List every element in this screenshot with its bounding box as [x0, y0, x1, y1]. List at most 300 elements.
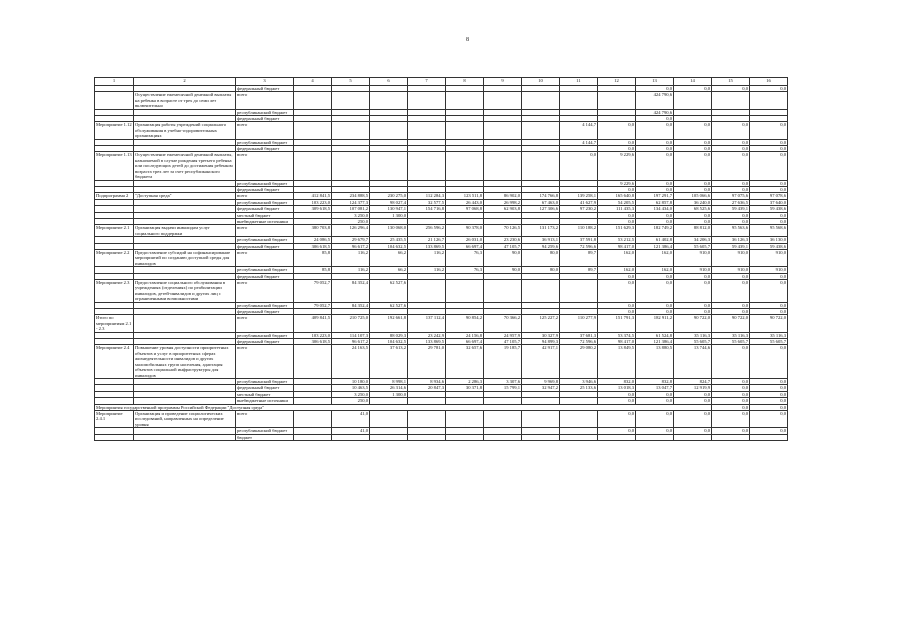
- value-cell: 116,2: [408, 249, 446, 266]
- value-cell: 0,0: [750, 139, 788, 145]
- value-cell: 0,0: [712, 186, 750, 192]
- funding-source-cell: федеральный бюджет: [236, 186, 294, 192]
- page-number: 8: [466, 37, 469, 43]
- value-cell: 0,0: [674, 309, 712, 315]
- value-cell: 41,0: [332, 428, 370, 434]
- value-cell: 174 766,8: [522, 193, 560, 199]
- value-cell: 96 617,2: [332, 339, 370, 345]
- value-cell: 0,0: [674, 398, 712, 404]
- value-cell: 13 018,3: [598, 385, 636, 391]
- value-cell: 0,0: [712, 212, 750, 218]
- column-header: 13: [636, 78, 674, 86]
- funding-source-cell: всего: [236, 92, 294, 109]
- value-cell: 0,0: [750, 212, 788, 218]
- item-code-cell: Мероприятие 2.1: [95, 225, 134, 237]
- value-cell: 0,0: [750, 152, 788, 180]
- value-cell: 47 105,7: [484, 339, 522, 345]
- value-cell: 30 327,9: [522, 332, 560, 338]
- value-cell: 130 068,0: [370, 225, 408, 237]
- funding-source-cell: всего: [236, 225, 294, 237]
- table-row: [95, 152, 788, 180]
- value-cell: 13 880,5: [636, 345, 674, 378]
- value-cell: [446, 410, 484, 427]
- value-cell: 0,0: [636, 309, 674, 315]
- value-cell: 127 306,6: [522, 206, 560, 212]
- value-cell: 151 629,3: [598, 225, 636, 237]
- value-cell: 182 749,2: [636, 225, 674, 237]
- value-cell: 26 314,6: [370, 385, 408, 391]
- value-cell: 0,0: [750, 428, 788, 434]
- value-cell: 0,0: [598, 146, 636, 152]
- value-cell: [294, 410, 332, 427]
- value-cell: [446, 434, 484, 440]
- funding-source-cell: республиканский бюджет: [236, 180, 294, 186]
- value-cell: 66,2: [370, 249, 408, 266]
- value-cell: 0,0: [674, 186, 712, 192]
- value-cell: 409 841,5: [294, 315, 332, 332]
- table-row: [95, 345, 788, 378]
- value-cell: 32 577,5: [408, 199, 446, 205]
- value-cell: 0,0: [636, 122, 674, 139]
- value-cell: 85,8: [294, 249, 332, 266]
- item-code-cell: Подпрограмма 2: [95, 193, 134, 199]
- value-cell: 0,0: [712, 273, 750, 279]
- table-row: [95, 315, 788, 332]
- value-cell: 98 417,0: [598, 243, 636, 249]
- value-cell: 0,0: [750, 280, 788, 303]
- value-cell: 0,0: [674, 280, 712, 303]
- value-cell: 3 250,0: [332, 391, 370, 397]
- value-cell: 70 126,5: [484, 225, 522, 237]
- value-cell: [560, 92, 598, 109]
- value-cell: [674, 92, 712, 109]
- value-cell: 0,0: [636, 410, 674, 427]
- value-cell: 112 284,3: [408, 193, 446, 199]
- value-cell: 0,0: [598, 302, 636, 308]
- value-cell: 0,0: [750, 180, 788, 186]
- value-cell: 62 527,6: [370, 280, 408, 303]
- value-cell: [294, 152, 332, 180]
- value-cell: 79 052,7: [294, 302, 332, 308]
- column-header: 3: [236, 78, 294, 86]
- value-cell: 0,0: [712, 122, 750, 139]
- column-header: 4: [294, 78, 332, 86]
- value-cell: 424 790,6: [636, 109, 674, 115]
- funding-source-cell: внебюджетные источники: [236, 218, 294, 224]
- funding-source-cell: федеральный бюджет: [236, 86, 294, 92]
- value-cell: 15 799,1: [484, 385, 522, 391]
- value-cell: 35 116,3: [674, 332, 712, 338]
- value-cell: 21 126,7: [408, 237, 446, 243]
- value-cell: 41,0: [332, 410, 370, 427]
- column-header: 9: [484, 78, 522, 86]
- budget-table: [94, 77, 788, 441]
- value-cell: [446, 122, 484, 139]
- funding-source-cell: всего: [236, 249, 294, 266]
- funding-source-cell: республиканский бюджет: [236, 199, 294, 205]
- value-cell: 23 242,9: [408, 332, 446, 338]
- item-code-cell: Мероприятие 2.4: [95, 345, 134, 378]
- value-cell: 55 605,7: [674, 339, 712, 345]
- value-cell: 85,8: [294, 267, 332, 273]
- value-cell: 79 052,7: [294, 280, 332, 303]
- value-cell: 121 386,4: [636, 243, 674, 249]
- value-cell: 137 112,4: [408, 315, 446, 332]
- value-cell: 88 812,0: [674, 225, 712, 237]
- item-name-cell: "Доступная среда": [134, 193, 236, 199]
- value-cell: 910,0: [674, 249, 712, 266]
- column-header: 11: [560, 78, 598, 86]
- value-cell: 0,0: [712, 146, 750, 152]
- value-cell: [332, 152, 370, 180]
- value-cell: 0,0: [674, 86, 712, 92]
- value-cell: 84 352,4: [332, 280, 370, 303]
- value-cell: 25 133,6: [560, 385, 598, 391]
- value-cell: 26 443,0: [446, 199, 484, 205]
- value-cell: 95 568,6: [750, 225, 788, 237]
- value-cell: 59 439,1: [712, 243, 750, 249]
- value-cell: 380 703,8: [294, 225, 332, 237]
- value-cell: 9 229,6: [598, 180, 636, 186]
- value-cell: 0,0: [636, 280, 674, 303]
- value-cell: 3 307,6: [484, 378, 522, 384]
- item-name-cell: Организация и проведение социологических исследований, направленных на определение уровня: [134, 410, 236, 427]
- value-cell: [408, 152, 446, 180]
- value-cell: 26 031,0: [446, 237, 484, 243]
- funding-source-cell: всего: [236, 345, 294, 378]
- value-cell: 103 223,0: [294, 199, 332, 205]
- value-cell: 131 173,2: [522, 225, 560, 237]
- value-cell: 0,0: [636, 391, 674, 397]
- value-cell: 0,0: [674, 302, 712, 308]
- value-cell: 0,0: [636, 212, 674, 218]
- value-cell: 67 463,0: [522, 199, 560, 205]
- value-cell: 0,0: [598, 428, 636, 434]
- value-cell: 59 438,6: [750, 206, 788, 212]
- value-cell: 103 223,0: [294, 332, 332, 338]
- funding-source-cell: федеральный бюджет: [236, 243, 294, 249]
- value-cell: 4 144,7: [560, 139, 598, 145]
- value-cell: 0,0: [750, 404, 788, 410]
- value-cell: 0,0: [636, 398, 674, 404]
- value-cell: 0,0: [712, 378, 750, 384]
- value-cell: 110 277,9: [560, 315, 598, 332]
- value-cell: 0,0: [712, 218, 750, 224]
- value-cell: [294, 122, 332, 139]
- funding-source-cell: республиканский бюджет: [236, 378, 294, 384]
- value-cell: 412 841,5: [294, 193, 332, 199]
- value-cell: [522, 122, 560, 139]
- value-cell: [446, 280, 484, 303]
- funding-source-cell: республиканский бюджет: [236, 109, 294, 115]
- value-cell: 9 229,6: [598, 152, 636, 180]
- value-cell: 1 300,0: [370, 212, 408, 218]
- value-cell: 832,8: [636, 378, 674, 384]
- value-cell: 2 286,3: [446, 378, 484, 384]
- header-row: [95, 78, 788, 86]
- value-cell: [484, 122, 522, 139]
- value-cell: 0,0: [712, 302, 750, 308]
- value-cell: 162,0: [598, 267, 636, 273]
- value-cell: 0,0: [712, 404, 750, 410]
- value-cell: 36 126,3: [712, 237, 750, 243]
- value-cell: 0,0: [598, 218, 636, 224]
- value-cell: 80,0: [522, 249, 560, 266]
- funding-source-cell: республиканский бюджет: [236, 139, 294, 145]
- value-cell: 162,0: [636, 267, 674, 273]
- value-cell: 66 697,4: [446, 243, 484, 249]
- value-cell: [294, 92, 332, 109]
- value-cell: 36 130,0: [750, 237, 788, 243]
- value-cell: 154 716,8: [408, 206, 446, 212]
- value-cell: 116,2: [408, 267, 446, 273]
- value-cell: [408, 280, 446, 303]
- column-header: 6: [370, 78, 408, 86]
- value-cell: 0,0: [674, 218, 712, 224]
- value-cell: 62 903,8: [484, 206, 522, 212]
- value-cell: 0,0: [712, 86, 750, 92]
- value-cell: 0,0: [674, 146, 712, 152]
- value-cell: 0,0: [636, 152, 674, 180]
- value-cell: 76,3: [446, 249, 484, 266]
- value-cell: 37 613,2: [370, 345, 408, 378]
- value-cell: 133 869,5: [408, 243, 446, 249]
- funding-source-cell: федеральный бюджет: [236, 385, 294, 391]
- table-row: [95, 410, 788, 427]
- value-cell: 125 227,2: [522, 315, 560, 332]
- value-cell: [560, 434, 598, 440]
- funding-source-cell: федеральный бюджет: [236, 116, 294, 122]
- value-cell: [484, 92, 522, 109]
- funding-source-cell: всего: [236, 193, 294, 199]
- value-cell: 306 618,5: [294, 339, 332, 345]
- value-cell: 0,0: [674, 180, 712, 186]
- value-cell: 68 525,6: [674, 206, 712, 212]
- value-cell: 90 722,0: [674, 315, 712, 332]
- value-cell: 0,0: [598, 186, 636, 192]
- value-cell: 165 640,8: [598, 193, 636, 199]
- value-cell: 90,0: [484, 249, 522, 266]
- value-cell: [560, 410, 598, 427]
- value-cell: [408, 434, 446, 440]
- value-cell: 114 107,3: [332, 332, 370, 338]
- item-name-cell: Осуществление ежемесячной денежной выплаты, назначаемой в случае рождения третьего ребенка или последующих детей до достижения ребенком возраста трех лет за счет республиканского бюджета: [134, 152, 236, 180]
- value-cell: 0,0: [636, 86, 674, 92]
- value-cell: 0,0: [636, 218, 674, 224]
- value-cell: 126 296,4: [332, 225, 370, 237]
- value-cell: 53 374,5: [598, 332, 636, 338]
- value-cell: 66 697,4: [446, 339, 484, 345]
- column-header: 5: [332, 78, 370, 86]
- value-cell: 27 636,5: [712, 199, 750, 205]
- item-name-cell: Предоставление субсидий на софинансирование мероприятий по созданию доступной среды для инвалидов: [134, 249, 236, 266]
- value-cell: [370, 410, 408, 427]
- value-cell: 29 679,7: [332, 237, 370, 243]
- value-cell: 55 605,7: [674, 243, 712, 249]
- value-cell: [370, 434, 408, 440]
- value-cell: 424 790,6: [636, 92, 674, 109]
- value-cell: [712, 92, 750, 109]
- value-cell: 0,0: [674, 428, 712, 434]
- value-cell: 0,0: [560, 152, 598, 180]
- value-cell: 0,0: [712, 428, 750, 434]
- value-cell: 97 075,6: [712, 193, 750, 199]
- value-cell: 30 371,8: [446, 385, 484, 391]
- value-cell: 47 105,7: [484, 243, 522, 249]
- value-cell: 0,0: [598, 122, 636, 139]
- value-cell: 210 725,0: [332, 315, 370, 332]
- funding-source-cell: федеральный бюджет: [236, 309, 294, 315]
- item-name-cell: [134, 315, 236, 332]
- value-cell: 107 081,2: [332, 206, 370, 212]
- value-cell: [560, 280, 598, 303]
- value-cell: 72 596,6: [560, 339, 598, 345]
- value-cell: [332, 92, 370, 109]
- item-code-cell: Мероприятие 1.13: [95, 152, 134, 180]
- value-cell: 72 596,6: [560, 243, 598, 249]
- value-cell: 910,0: [712, 249, 750, 266]
- value-cell: 90 722,0: [712, 315, 750, 332]
- value-cell: [484, 434, 522, 440]
- value-cell: 84 352,4: [332, 302, 370, 308]
- value-cell: 250,0: [332, 398, 370, 404]
- value-cell: [522, 434, 560, 440]
- item-code-cell: [95, 92, 134, 109]
- value-cell: 62 527,6: [370, 302, 408, 308]
- value-cell: 230 275,0: [370, 193, 408, 199]
- value-cell: 59 439,1: [712, 206, 750, 212]
- value-cell: [408, 92, 446, 109]
- value-cell: 37 591,8: [560, 237, 598, 243]
- value-cell: 139 258,1: [560, 193, 598, 199]
- item-code-cell: Мероприятие 2.2: [95, 249, 134, 266]
- table-row: [95, 225, 788, 237]
- value-cell: 0,0: [674, 212, 712, 218]
- value-cell: 9 969,8: [522, 378, 560, 384]
- value-cell: 35 116,3: [712, 332, 750, 338]
- column-header: 10: [522, 78, 560, 86]
- value-cell: 0,0: [712, 152, 750, 180]
- value-cell: 0,0: [712, 139, 750, 145]
- table-row: [95, 92, 788, 109]
- value-cell: 910,0: [674, 267, 712, 273]
- item-code-cell: Мероприятие 2.3: [95, 280, 134, 303]
- value-cell: 910,0: [750, 267, 788, 273]
- table-row: [95, 122, 788, 139]
- value-cell: 0,0: [674, 122, 712, 139]
- value-cell: 76,3: [446, 267, 484, 273]
- value-cell: 110 188,2: [560, 225, 598, 237]
- item-code-cell: Мероприятие 1.12: [95, 122, 134, 139]
- item-name-cell: Осуществление ежемесячной денежной выплаты на ребенка в возрасте от трех до семи лет включительно: [134, 92, 236, 109]
- value-cell: 182 911,2: [636, 315, 674, 332]
- value-cell: [332, 122, 370, 139]
- value-cell: 36 240,0: [674, 199, 712, 205]
- value-cell: 8 934,6: [408, 378, 446, 384]
- value-cell: 0,0: [750, 122, 788, 139]
- value-cell: 0,0: [636, 273, 674, 279]
- section-caption: Мероприятия государственной программы Российской Федерации "Доступная среда": [95, 404, 712, 410]
- value-cell: 24 163,5: [332, 345, 370, 378]
- value-cell: 0,0: [750, 410, 788, 427]
- value-cell: 0,0: [712, 345, 750, 378]
- value-cell: [484, 410, 522, 427]
- value-cell: 54 205,5: [598, 199, 636, 205]
- value-cell: 24 957,9: [484, 332, 522, 338]
- value-cell: [598, 434, 636, 440]
- value-cell: [522, 152, 560, 180]
- funding-source-cell: местный бюджет: [236, 391, 294, 397]
- funding-source-cell: всего: [236, 410, 294, 427]
- value-cell: 59 438,6: [750, 243, 788, 249]
- value-cell: 192 661,8: [370, 315, 408, 332]
- item-name-cell: Организация работы учреждений социального обслуживания в учебно-оздоровительных организациях: [134, 122, 236, 139]
- value-cell: 0,0: [750, 345, 788, 378]
- value-cell: 0,0: [750, 378, 788, 384]
- value-cell: 111 435,3: [598, 206, 636, 212]
- value-cell: 0,0: [598, 398, 636, 404]
- value-cell: 66,2: [370, 267, 408, 273]
- value-cell: 98 417,0: [598, 339, 636, 345]
- column-header: 12: [598, 78, 636, 86]
- value-cell: 0,0: [712, 410, 750, 427]
- value-cell: 8 998,1: [370, 378, 408, 384]
- value-cell: 96 617,2: [332, 243, 370, 249]
- value-cell: [408, 410, 446, 427]
- value-cell: 55 605,7: [712, 339, 750, 345]
- item-name-cell: Предоставление социального обслуживания в учреждениях (отделениях) по реабилитации инвалидов, детей-инвалидов и других лиц с ограниченными возможностями: [134, 280, 236, 303]
- value-cell: [712, 434, 750, 440]
- value-cell: [522, 280, 560, 303]
- value-cell: 0,0: [750, 186, 788, 192]
- funding-source-cell: федеральный бюджет: [236, 146, 294, 152]
- funding-source-cell: местный бюджет: [236, 212, 294, 218]
- column-header: 15: [712, 78, 750, 86]
- value-cell: [446, 92, 484, 109]
- funding-source-cell: федеральный бюджет: [236, 273, 294, 279]
- funding-source-cell: федеральный бюджет: [236, 339, 294, 345]
- item-name-cell: [134, 434, 236, 440]
- value-cell: 88 029,3: [370, 332, 408, 338]
- item-name-cell: Организация выдачи инвалидам услуг социального поддержки: [134, 225, 236, 237]
- value-cell: [294, 434, 332, 440]
- value-cell: [370, 152, 408, 180]
- column-header: 2: [134, 78, 236, 86]
- value-cell: 256 596,2: [408, 225, 446, 237]
- value-cell: [484, 152, 522, 180]
- value-cell: [636, 434, 674, 440]
- value-cell: 0,0: [750, 302, 788, 308]
- value-cell: 29 781,0: [408, 345, 446, 378]
- column-header: 16: [750, 78, 788, 86]
- value-cell: 0,0: [598, 280, 636, 303]
- value-cell: 29 080,2: [560, 345, 598, 378]
- value-cell: 86 902,0: [484, 193, 522, 199]
- value-cell: 234 888,5: [332, 193, 370, 199]
- value-cell: [750, 92, 788, 109]
- value-cell: 0,0: [712, 180, 750, 186]
- value-cell: 53 212,5: [598, 237, 636, 243]
- value-cell: 34 206,3: [674, 237, 712, 243]
- value-cell: 133 869,5: [408, 339, 446, 345]
- value-cell: 0,0: [636, 428, 674, 434]
- value-cell: [484, 280, 522, 303]
- value-cell: 0,0: [598, 273, 636, 279]
- value-cell: 0,0: [636, 186, 674, 192]
- value-cell: 0,0: [750, 391, 788, 397]
- value-cell: 104 632,5: [370, 339, 408, 345]
- column-header: 8: [446, 78, 484, 86]
